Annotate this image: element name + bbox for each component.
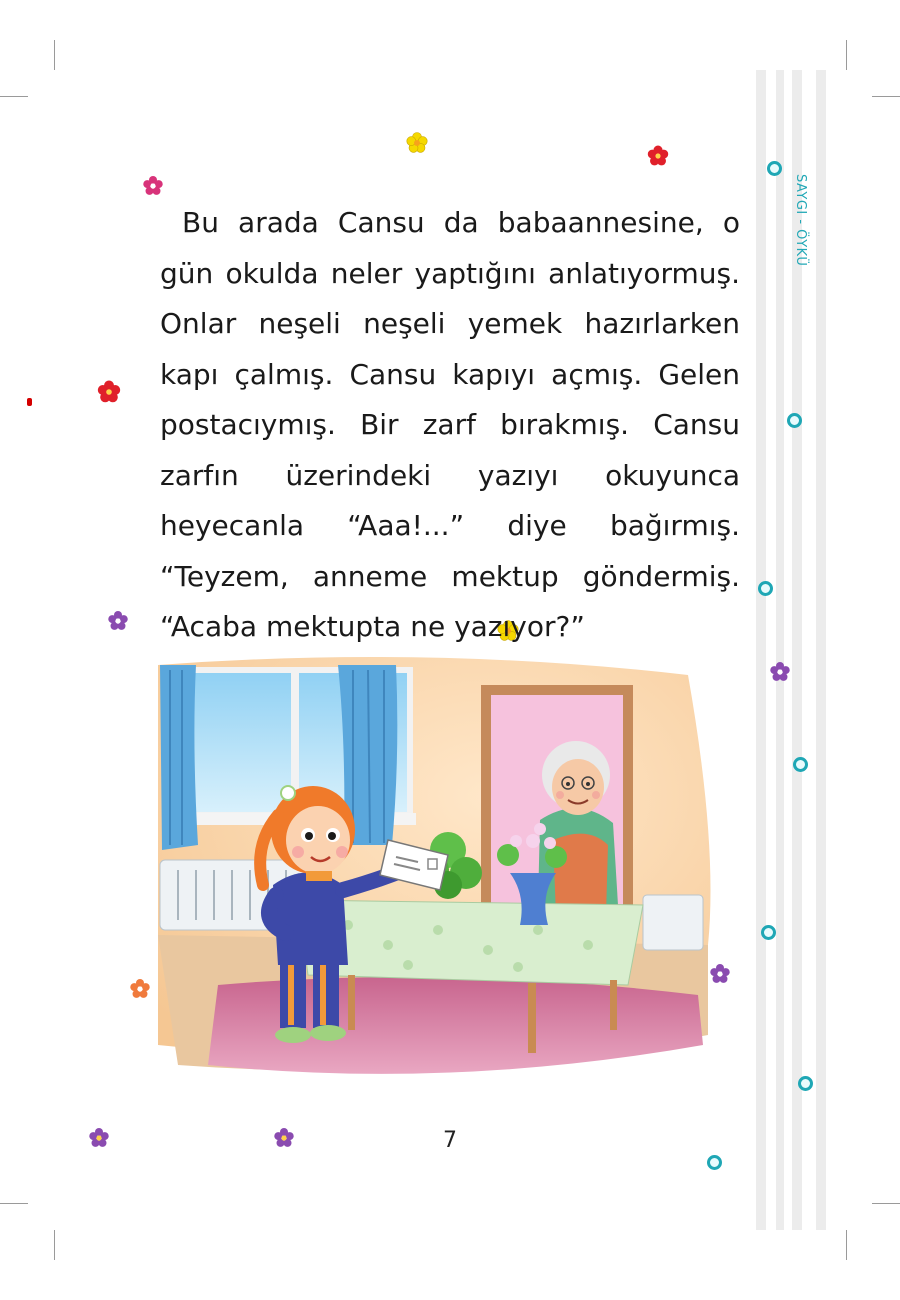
ring-icon — [798, 1076, 813, 1091]
story-paragraph: Bu arada Cansu da babaannesine, o gün okulda neler yaptığını anlatıyormuş. Onlar neşeli neşeli yemek hazırlarken kapı çalmış. Cansu kapıyı açmış. Gelen postacıymış. Bir zarf bırakmış. Cansu zarfın üzerindeki yazıyı okuyunca heyecanla “Aaa!...” diye bağırmış. “Teyzem, anneme mektup göndermiş. “Acaba mektupta ne yazıyor?” — [160, 206, 740, 643]
flower-icon — [646, 144, 670, 168]
ring-icon — [761, 925, 776, 940]
ring-icon — [767, 161, 782, 176]
flower-icon — [96, 379, 122, 405]
registration-mark — [27, 398, 32, 406]
crop-mark — [54, 1230, 55, 1260]
chair — [553, 834, 608, 915]
crop-mark — [872, 1203, 900, 1204]
ring-icon — [707, 1155, 722, 1170]
crop-mark — [0, 96, 28, 97]
radiator — [643, 895, 703, 950]
flower-icon — [405, 131, 429, 155]
page-number: 7 — [443, 1128, 457, 1153]
side-bands — [756, 70, 828, 1230]
flower-icon — [141, 174, 165, 198]
story-illustration — [148, 645, 720, 1087]
crop-mark — [0, 1203, 28, 1204]
crop-mark — [846, 40, 847, 70]
crop-mark — [846, 1230, 847, 1260]
ring-icon — [787, 413, 802, 428]
curtain-left — [160, 665, 198, 850]
ring-icon — [793, 757, 808, 772]
crop-mark — [872, 96, 900, 97]
flower-icon — [768, 660, 792, 684]
ring-icon — [758, 581, 773, 596]
flower-icon — [106, 609, 130, 633]
crop-mark — [54, 40, 55, 70]
story-text — [160, 198, 740, 653]
section-label: SAYGI - ÖYKÜ — [793, 174, 808, 267]
